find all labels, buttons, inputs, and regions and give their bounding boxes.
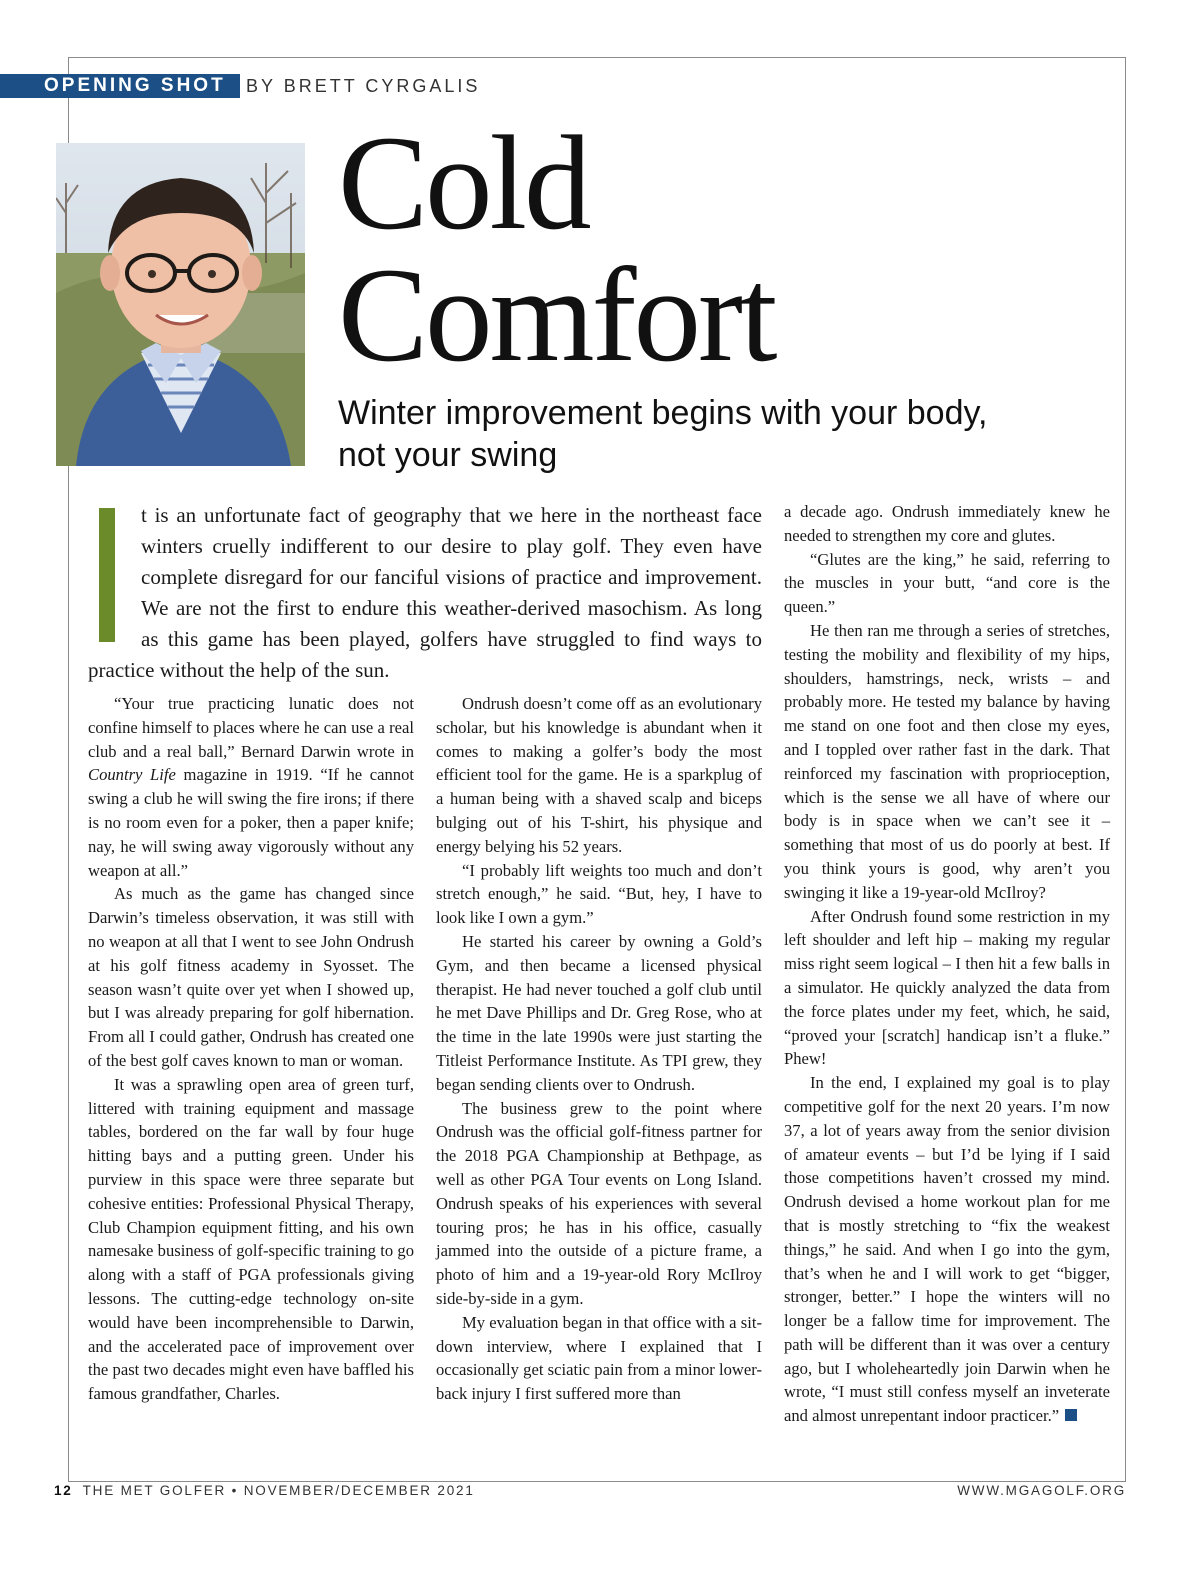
body-paragraph: My evaluation began in that office with a sit-down interview, where I explained that I occasionally get sciatic pain from a minor lower-back injury I first suffered more than	[436, 1312, 762, 1404]
footer-left	[54, 1482, 475, 1500]
author-portrait-icon	[56, 143, 305, 466]
body-text: In the end, I explained my goal is to play competitive golf for the next 20 years. I’m now 37, a lot of years away from the senior division of amateur events – but I’d be lying if I said those competitions haven’t crossed my mind. Ondrush devised a home workout plan for me that is mostly stretching to “fix the weakest things,” he said. And when I go into the gym, that’s when he and I will work to get “bigger, stronger, better.” I hope the winters will no longer be a fallow time for improvement. The path will be different than it was over a century ago, but I wholeheartedly join Darwin when he wrote, “I must still confess myself an inveterate and almost unrepentant indoor practicer.”	[784, 1073, 1110, 1426]
drop-cap-letter: I	[96, 500, 97, 501]
intro-line: complete disregard for our fanciful visions of practice and improvement.	[141, 565, 762, 589]
body-paragraph: Ondrush doesn’t come off as an evolutionary scholar, but his knowledge is abundant when it comes to making a golfer’s body the most efficient tool for the game. He is a sparkplug of a human being with a shaved scalp and biceps bulging out of his T-shirt, his physique and energy belying his 52 years.	[436, 694, 762, 856]
publication-info: THE MET GOLFER • NOVEMBER/DECEMBER 2021	[82, 1483, 475, 1498]
body-paragraph: It was a sprawling open area of green turf, littered with training equipment and massage tables, bordered on the far wall by four huge hitting bays and a putting green. Under his purview in this space were three separate but cohesive entities: Professional Physical Therapy, Club Champion equipment fitting, and his own namesake business of golf-specific training to go along with a staff of PGA professionals giving lessons. The cutting-edge technology on-site would have been incomprehensible to Darwin, and the accelerated pace of improvement over the past two decades might even have baffled his famous grandfather, Charles.	[88, 1074, 414, 1404]
byline: BY BRETT CYRGALIS	[246, 76, 481, 96]
body-paragraph: The business grew to the point where Ondrush was the official golf-fitness partner for the 2018 PGA Championship at Bethpage, as well as other PGA Tour events on Long Island. Ondrush speaks of his experiences with several touring pros; he has in his office, casually jammed into the outside of a picture frame, a photo of him and a 19-year-old Rory McIlroy side-by-side in a gym.	[436, 1098, 762, 1308]
title-line-2: Comfort	[338, 241, 775, 390]
article-title	[338, 109, 775, 390]
body-text: “Your true practicing lunatic does not confine himself to places where he can use a real club and a real ball,” Bernard Darwin wrote in	[88, 694, 414, 761]
body-column-3	[784, 500, 1110, 1428]
magazine-name: Country Life	[88, 765, 176, 785]
intro-line: We are not the first to endure this weather-derived masochism. As long	[141, 596, 762, 620]
author-photo	[56, 143, 305, 466]
body-paragraph	[88, 692, 414, 882]
body-paragraph: a decade ago. Ondrush immediately knew he needed to strengthen my core and glutes.	[784, 502, 1110, 545]
body-paragraph: He started his career by owning a Gold’s Gym, and then became a licensed physical therapist. He had never touched a golf club until he met Dave Phillips and Dr. Greg Rose, who at the time in the late 1990s were just starting the Titleist Performance Institute. As TPI grew, they began sending clients over to Ondrush.	[436, 931, 762, 1094]
body-text: magazine in 1919. “If he cannot swing a club he will swing the fire irons; if there is no room even for a poker, then a paper knife; nay, he will swing away vigorously without any weapon at all.”	[88, 765, 414, 880]
body-paragraph: “Glutes are the king,” he said, referring to the muscles in your butt, “and core is the queen.”	[784, 549, 1110, 617]
intro-line: t is an unfortunate fact of geography that we here in the northeast face	[141, 503, 762, 527]
intro-line: practice without the help of the sun.	[88, 658, 390, 682]
body-column-1	[88, 692, 414, 1406]
title-line-1: Cold	[338, 109, 589, 258]
intro-line: as this game has been played, golfers have struggled to find ways to	[141, 627, 762, 651]
intro-line: winters cruelly indifferent to our desire to play golf. They even have	[141, 534, 762, 558]
intro-paragraph	[88, 500, 762, 686]
deck-line-1: Winter improvement begins with your body,	[338, 394, 988, 432]
body-column-2	[436, 692, 762, 1406]
body-paragraph	[784, 1071, 1110, 1428]
page-number: 12	[54, 1483, 73, 1498]
footer-url: WWW.MGAGOLF.ORG	[957, 1483, 1126, 1498]
article-deck	[338, 392, 1118, 476]
body-paragraph: As much as the game has changed since Darwin’s timeless observation, it was still with no weapon at all that I went to see John Ondrush at his golf fitness academy in Syosset. The season wasn’t quite over yet when I showed up, but I was already preparing for golf hibernation. From all I could gather, Ondrush has created one of the best golf caves known to man or woman.	[88, 884, 414, 1070]
body-paragraph: After Ondrush found some restriction in my left shoulder and left hip – making my regular miss right seem logical – I then hit a few balls in a simulator. He quickly analyzed the data from the force plates under my feet, which, he said, “proved your [scratch] handicap isn’t a fluke.” Phew!	[784, 906, 1110, 1069]
end-mark-icon	[1065, 1409, 1077, 1421]
body-paragraph: “I probably lift weights too much and don’t stretch enough,” he said. “But, hey, I have to look like I own a gym.”	[436, 860, 762, 928]
body-paragraph: He then ran me through a series of stretches, testing the mobility and flexibility of my hips, shoulders, hamstrings, neck, wrists – and probably more. He tested my balance by having me stand on one foot and then close my eyes, and I toppled over rather fast in the dark. That reinforced my fascination with proprioception, which is the sense we all have of where our body is in space when we can’t see it – something that most of us do poorly at best. If you think yours is good, why aren’t you swinging it like a 19-year-old McIlroy?	[784, 620, 1110, 902]
deck-line-2: not your swing	[338, 436, 558, 474]
section-label: OPENING SHOT	[44, 75, 226, 96]
